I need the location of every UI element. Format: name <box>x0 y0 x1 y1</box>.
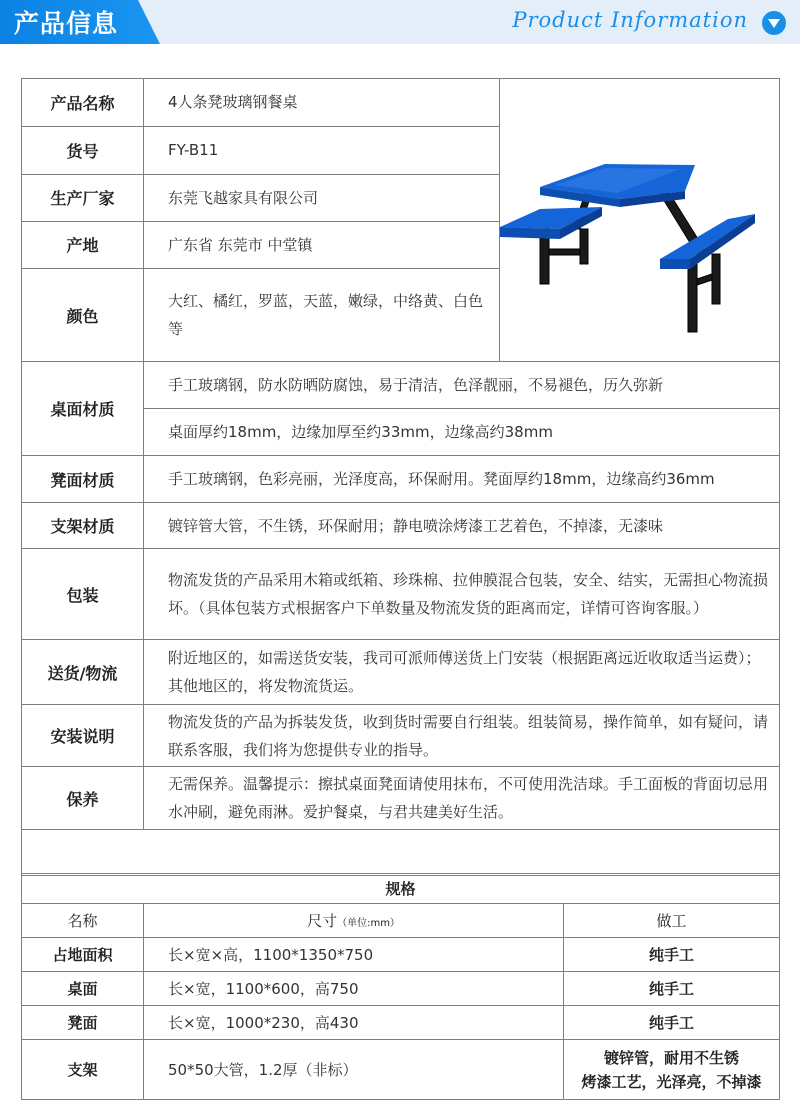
table-row-empty <box>22 830 780 876</box>
col-size-label: 尺寸 <box>307 912 338 930</box>
spec-row-name: 桌面 <box>22 972 144 1006</box>
spec-row-size: 50*50大管，1.2厚（非标） <box>144 1040 564 1100</box>
spec-row-craft-line-1: 镀锌管，耐用不生锈 <box>604 1048 740 1067</box>
bench-value: 手工玻璃钢，色彩亮丽，光泽度高，环保耐用。凳面厚约18mm，边缘高约36mm <box>144 456 780 503</box>
table-row <box>22 767 780 830</box>
product-info-table <box>21 78 780 876</box>
install-label: 安装说明 <box>22 705 144 767</box>
spec-row-craft: 纯手工 <box>564 972 780 1006</box>
table-row <box>22 549 780 640</box>
pack-label: 包装 <box>22 549 144 640</box>
origin-label: 产地 <box>22 221 144 269</box>
color-value: 大红、橘红，罗蓝，天蓝，嫩绿，中络黄、白色等 <box>144 269 500 362</box>
spec-row-craft-line-2: 烤漆工艺，光泽亮，不掉漆 <box>581 1072 762 1091</box>
sku-label: 货号 <box>22 126 144 174</box>
section-header <box>0 0 800 44</box>
frame-value: 镀锌管大管，不生锈，环保耐用；静电喷涂烤漆工艺着色，不掉漆，无漆味 <box>144 503 780 549</box>
frame-label: 支架材质 <box>22 503 144 549</box>
col-craft-header: 做工 <box>564 904 780 938</box>
name-label: 产品名称 <box>22 79 144 127</box>
maker-label: 生产厂家 <box>22 174 144 221</box>
top-value-2: 桌面厚约18mm，边缘加厚至约33mm，边缘高约38mm <box>144 409 780 456</box>
origin-value: 广东省 东莞市 中堂镇 <box>144 221 500 269</box>
maker-value: 东莞飞越家具有限公司 <box>144 174 500 221</box>
col-name-header: 名称 <box>22 904 144 938</box>
table-row <box>22 972 780 1006</box>
table-row <box>22 705 780 767</box>
pack-value: 物流发货的产品采用木箱或纸箱、珍珠棉、拉伸膜混合包装，安全、结实，无需担心物流损坏。（具体包装方式根据客户下单数量及物流发货的距离而定，详情可咨询客服。） <box>144 549 780 640</box>
spec-title-row <box>22 874 780 904</box>
section-title: 产品信息 <box>14 9 119 38</box>
empty-cell <box>22 830 780 876</box>
spec-header-row <box>22 904 780 938</box>
table-row <box>22 640 780 705</box>
ship-label: 送货/物流 <box>22 640 144 705</box>
care-label: 保养 <box>22 767 144 830</box>
col-size-unit: （单位:mm） <box>337 918 400 929</box>
chevron-down-icon[interactable] <box>762 11 786 35</box>
product-image <box>500 79 780 357</box>
top-label: 桌面材质 <box>22 362 144 456</box>
table-row <box>22 938 780 972</box>
color-label: 颜色 <box>22 269 144 362</box>
spec-row-name: 支架 <box>22 1040 144 1100</box>
name-value: 4人条凳玻璃钢餐桌 <box>144 79 500 127</box>
table-row <box>22 456 780 503</box>
table-row <box>22 1040 780 1100</box>
spec-row-craft: 纯手工 <box>564 1006 780 1040</box>
install-value: 物流发货的产品为拆装发货，收到货时需要自行组装。组装简易，操作简单，如有疑问，请联系客服，我们将为您提供专业的指导。 <box>144 705 780 767</box>
table-row <box>22 362 780 409</box>
section-title-en: Product Information <box>512 8 748 32</box>
spec-row-size: 长×宽×高，1100*1350*750 <box>144 938 564 972</box>
top-value-1: 手工玻璃钢，防水防晒防腐蚀，易于清洁，色泽靓丽，不易褪色，历久弥新 <box>144 362 780 409</box>
spec-title: 规格 <box>22 874 780 904</box>
ship-value: 附近地区的，如需送货安装，我司可派师傅送货上门安装（根据距离远近收取适当运费）；其他地区的，将发物流货运。 <box>144 640 780 705</box>
bench-label: 凳面材质 <box>22 456 144 503</box>
spec-row-craft <box>564 1040 780 1100</box>
table-row <box>22 1006 780 1040</box>
table-row <box>22 503 780 549</box>
table-row <box>22 79 780 127</box>
product-image-cell <box>500 79 780 362</box>
care-value: 无需保养。温馨提示：擦拭桌面凳面请使用抹布，不可使用洗洁球。手工面板的背面切忌用水冲刷，避免雨淋。爱护餐桌，与君共建美好生活。 <box>144 767 780 830</box>
spec-row-size: 长×宽，1100*600，高750 <box>144 972 564 1006</box>
spec-row-name: 占地面积 <box>22 938 144 972</box>
spec-row-craft: 纯手工 <box>564 938 780 972</box>
col-size-header <box>144 904 564 938</box>
sku-value: FY-B11 <box>144 126 500 174</box>
spec-row-size: 长×宽，1000*230，高430 <box>144 1006 564 1040</box>
spec-table <box>21 873 780 1100</box>
spec-row-name: 凳面 <box>22 1006 144 1040</box>
